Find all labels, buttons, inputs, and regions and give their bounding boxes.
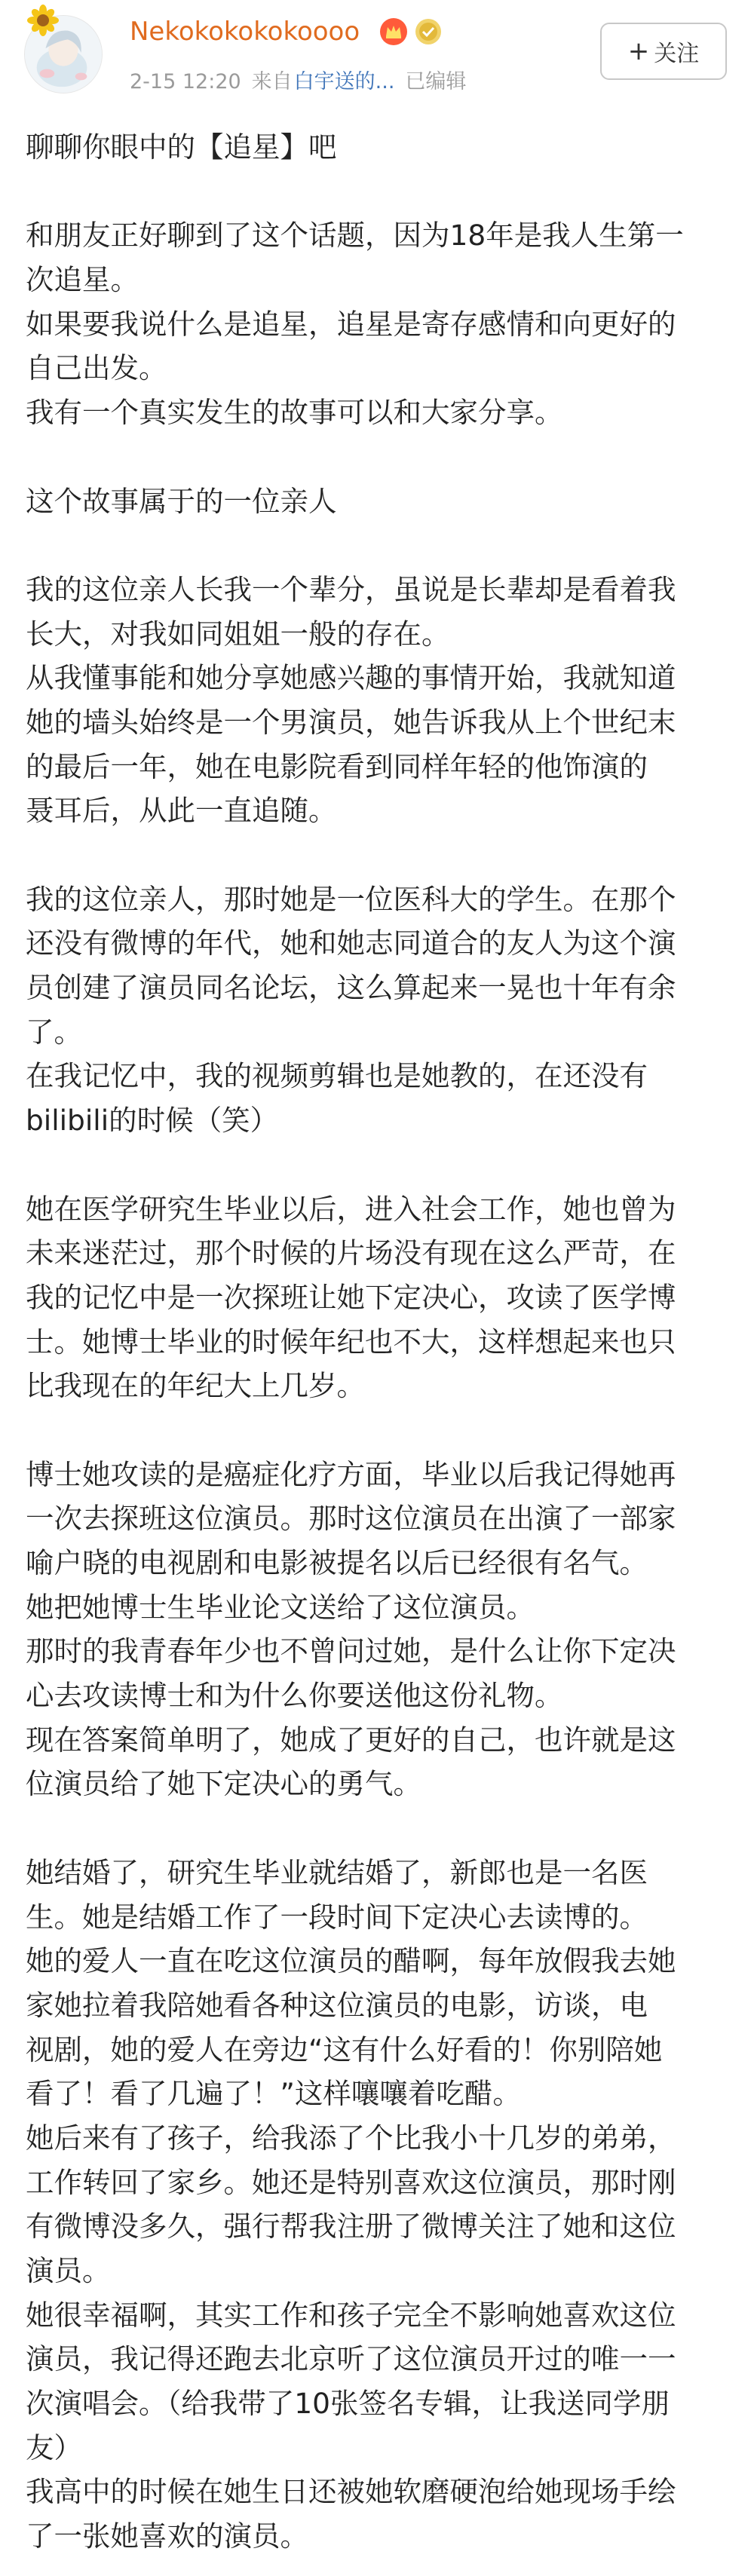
post-text-line: 友） xyxy=(26,2431,82,2464)
user-badges xyxy=(379,15,443,48)
level-medal-icon[interactable] xyxy=(413,17,443,47)
paragraph-gap xyxy=(26,1143,727,1187)
post-text-line: 生。她是结婚工作了一段时间下定决心去读博的。 xyxy=(26,1900,648,1934)
follow-button[interactable] xyxy=(600,23,727,80)
post-text-line: 自己出发。 xyxy=(26,351,167,385)
post-text-line: 比我现在的年纪大上几岁。 xyxy=(26,1369,365,1403)
edited-label: 已编辑 xyxy=(405,70,467,93)
post-text-line: 的最后一年，她在电影院看到同样年轻的他饰演的 xyxy=(26,749,648,783)
post-text-line: 长大，对我如同姐姐一般的存在。 xyxy=(26,617,450,651)
post-text-line: 她在医学研究生毕业以后，进入社会工作，她也曾为 xyxy=(26,1192,676,1226)
post-text-line: 未来迷茫过，那个时候的片场没有现在这么严苛，在 xyxy=(26,1236,676,1270)
post-text-line: 工作转回了家乡。她还是特别喜欢这位演员，那时刚 xyxy=(26,2165,676,2199)
vip-crown-icon[interactable] xyxy=(379,17,409,47)
post-text-line: 有微博没多久，强行帮我注册了微博关注了她和这位 xyxy=(26,2210,676,2244)
post-text-line: 还没有微博的年代，她和她志同道合的友人为这个演 xyxy=(26,927,676,960)
post-text-line: 员创建了演员同名论坛，这么算起来一晃也十年有余 xyxy=(26,971,676,1005)
paragraph-gap xyxy=(26,833,727,878)
post-text-line: 次追星。 xyxy=(26,263,139,297)
post-text-line: 她后来有了孩子，给我添了个比我小十几岁的弟弟， xyxy=(26,2121,676,2155)
paragraph-gap xyxy=(26,170,727,214)
post-text-line: 她把她博士生毕业论文送给了这位演员。 xyxy=(26,1590,535,1624)
post-text-line: 聂耳后，从此一直追随。 xyxy=(26,794,337,828)
post-text-line: 那时的我青春年少也不曾问过她，是什么让你下定决 xyxy=(26,1634,676,1668)
post-text-line: 一次去探班这位演员。那时这位演员在出演了一部家 xyxy=(26,1502,676,1536)
paragraph-gap xyxy=(26,435,727,479)
post-text-line: 和朋友正好聊到了这个话题，因为18年是我人生第一 xyxy=(26,219,684,253)
source-link[interactable]: 白宇送的... xyxy=(293,70,395,93)
post-text-line: 如果要我说什么是追星，追星是寄存感情和向更好的 xyxy=(26,307,676,341)
paragraph-gap xyxy=(26,523,727,568)
post-text-line: 她结婚了，研究生毕业就结婚了，新郎也是一名医 xyxy=(26,1855,648,1889)
post-text-line: 这个故事属于的一位亲人 xyxy=(26,484,337,518)
post-body xyxy=(26,125,727,2559)
post-text-line: 我高中的时候在她生日还被她软磨硬泡给她现场手绘 xyxy=(26,2475,676,2509)
post-text-line: 我有一个真实发生的故事可以和大家分享。 xyxy=(26,396,563,430)
post-text-line: 了一张她喜欢的演员。 xyxy=(26,2519,308,2553)
post-text-line: 次演唱会。（给我带了10张签名专辑，让我送同学朋 xyxy=(26,2387,670,2421)
post-text-line: 她的墙头始终是一个男演员，她告诉我从上个世纪末 xyxy=(26,705,676,739)
post-text-line: 在我记忆中，我的视频剪辑也是她教的，在还没有 xyxy=(26,1059,648,1093)
source-prefix: 来自 xyxy=(251,70,293,93)
username[interactable]: Nekokokokokoooo xyxy=(130,17,360,47)
plus-icon: + xyxy=(627,36,650,66)
post-text-line: 我的这位亲人长我一个辈分，虽说是长辈却是看着我 xyxy=(26,572,676,606)
post-text-line: 从我懂事能和她分享她感兴趣的事情开始，我就知道 xyxy=(26,661,676,695)
post-text-line: 演员。 xyxy=(26,2254,111,2287)
paragraph-gap xyxy=(26,1806,727,1851)
post-text-line: 心去攻读博士和为什么你要送他这份礼物。 xyxy=(26,1679,563,1713)
post-text-line: 视剧，她的爱人在旁边“这有什么好看的！你别陪她 xyxy=(26,2032,663,2066)
post-text-line: 士。她博士毕业的时候年纪也不大，这样想起来也只 xyxy=(26,1325,676,1358)
paragraph-gap xyxy=(26,1408,727,1453)
post-text-line: 她的爱人一直在吃这位演员的醋啊，每年放假我去她 xyxy=(26,1944,676,1978)
post-text-line: 看了！看了几遍了！”这样嚷嚷着吃醋。 xyxy=(26,2077,521,2111)
post-text-line: 家她拉着我陪她看各种这位演员的电影，访谈，电 xyxy=(26,1988,648,2022)
follow-label: 关注 xyxy=(654,41,700,67)
post-text-line: 位演员给了她下定决心的勇气。 xyxy=(26,1767,421,1801)
post-header xyxy=(0,0,754,113)
post-text-line: bilibili的时候（笑） xyxy=(26,1104,279,1138)
post-text-line: 她很幸福啊，其实工作和孩子完全不影响她喜欢这位 xyxy=(26,2298,676,2332)
post-text-line: 了。 xyxy=(26,1015,82,1049)
sunflower-badge-icon xyxy=(27,5,59,36)
timestamp: 2-15 12:20 xyxy=(130,70,241,93)
post-text-line: 我的记忆中是一次探班让她下定决心，攻读了医学博 xyxy=(26,1280,676,1314)
post-text-line: 我的这位亲人，那时她是一位医科大的学生。在那个 xyxy=(26,882,676,916)
post-text-line: 聊聊你眼中的【追星】吧 xyxy=(26,130,337,164)
post-text-line: 演员，我记得还跑去北京听了这位演员开过的唯一一 xyxy=(26,2342,676,2376)
post-meta xyxy=(130,65,477,94)
post-text-line: 博士她攻读的是癌症化疗方面，毕业以后我记得她再 xyxy=(26,1457,676,1491)
post-text-line: 现在答案简单明了，她成了更好的自己，也许就是这 xyxy=(26,1723,676,1757)
post-text-line: 喻户晓的电视剧和电影被提名以后已经很有名气。 xyxy=(26,1546,648,1579)
